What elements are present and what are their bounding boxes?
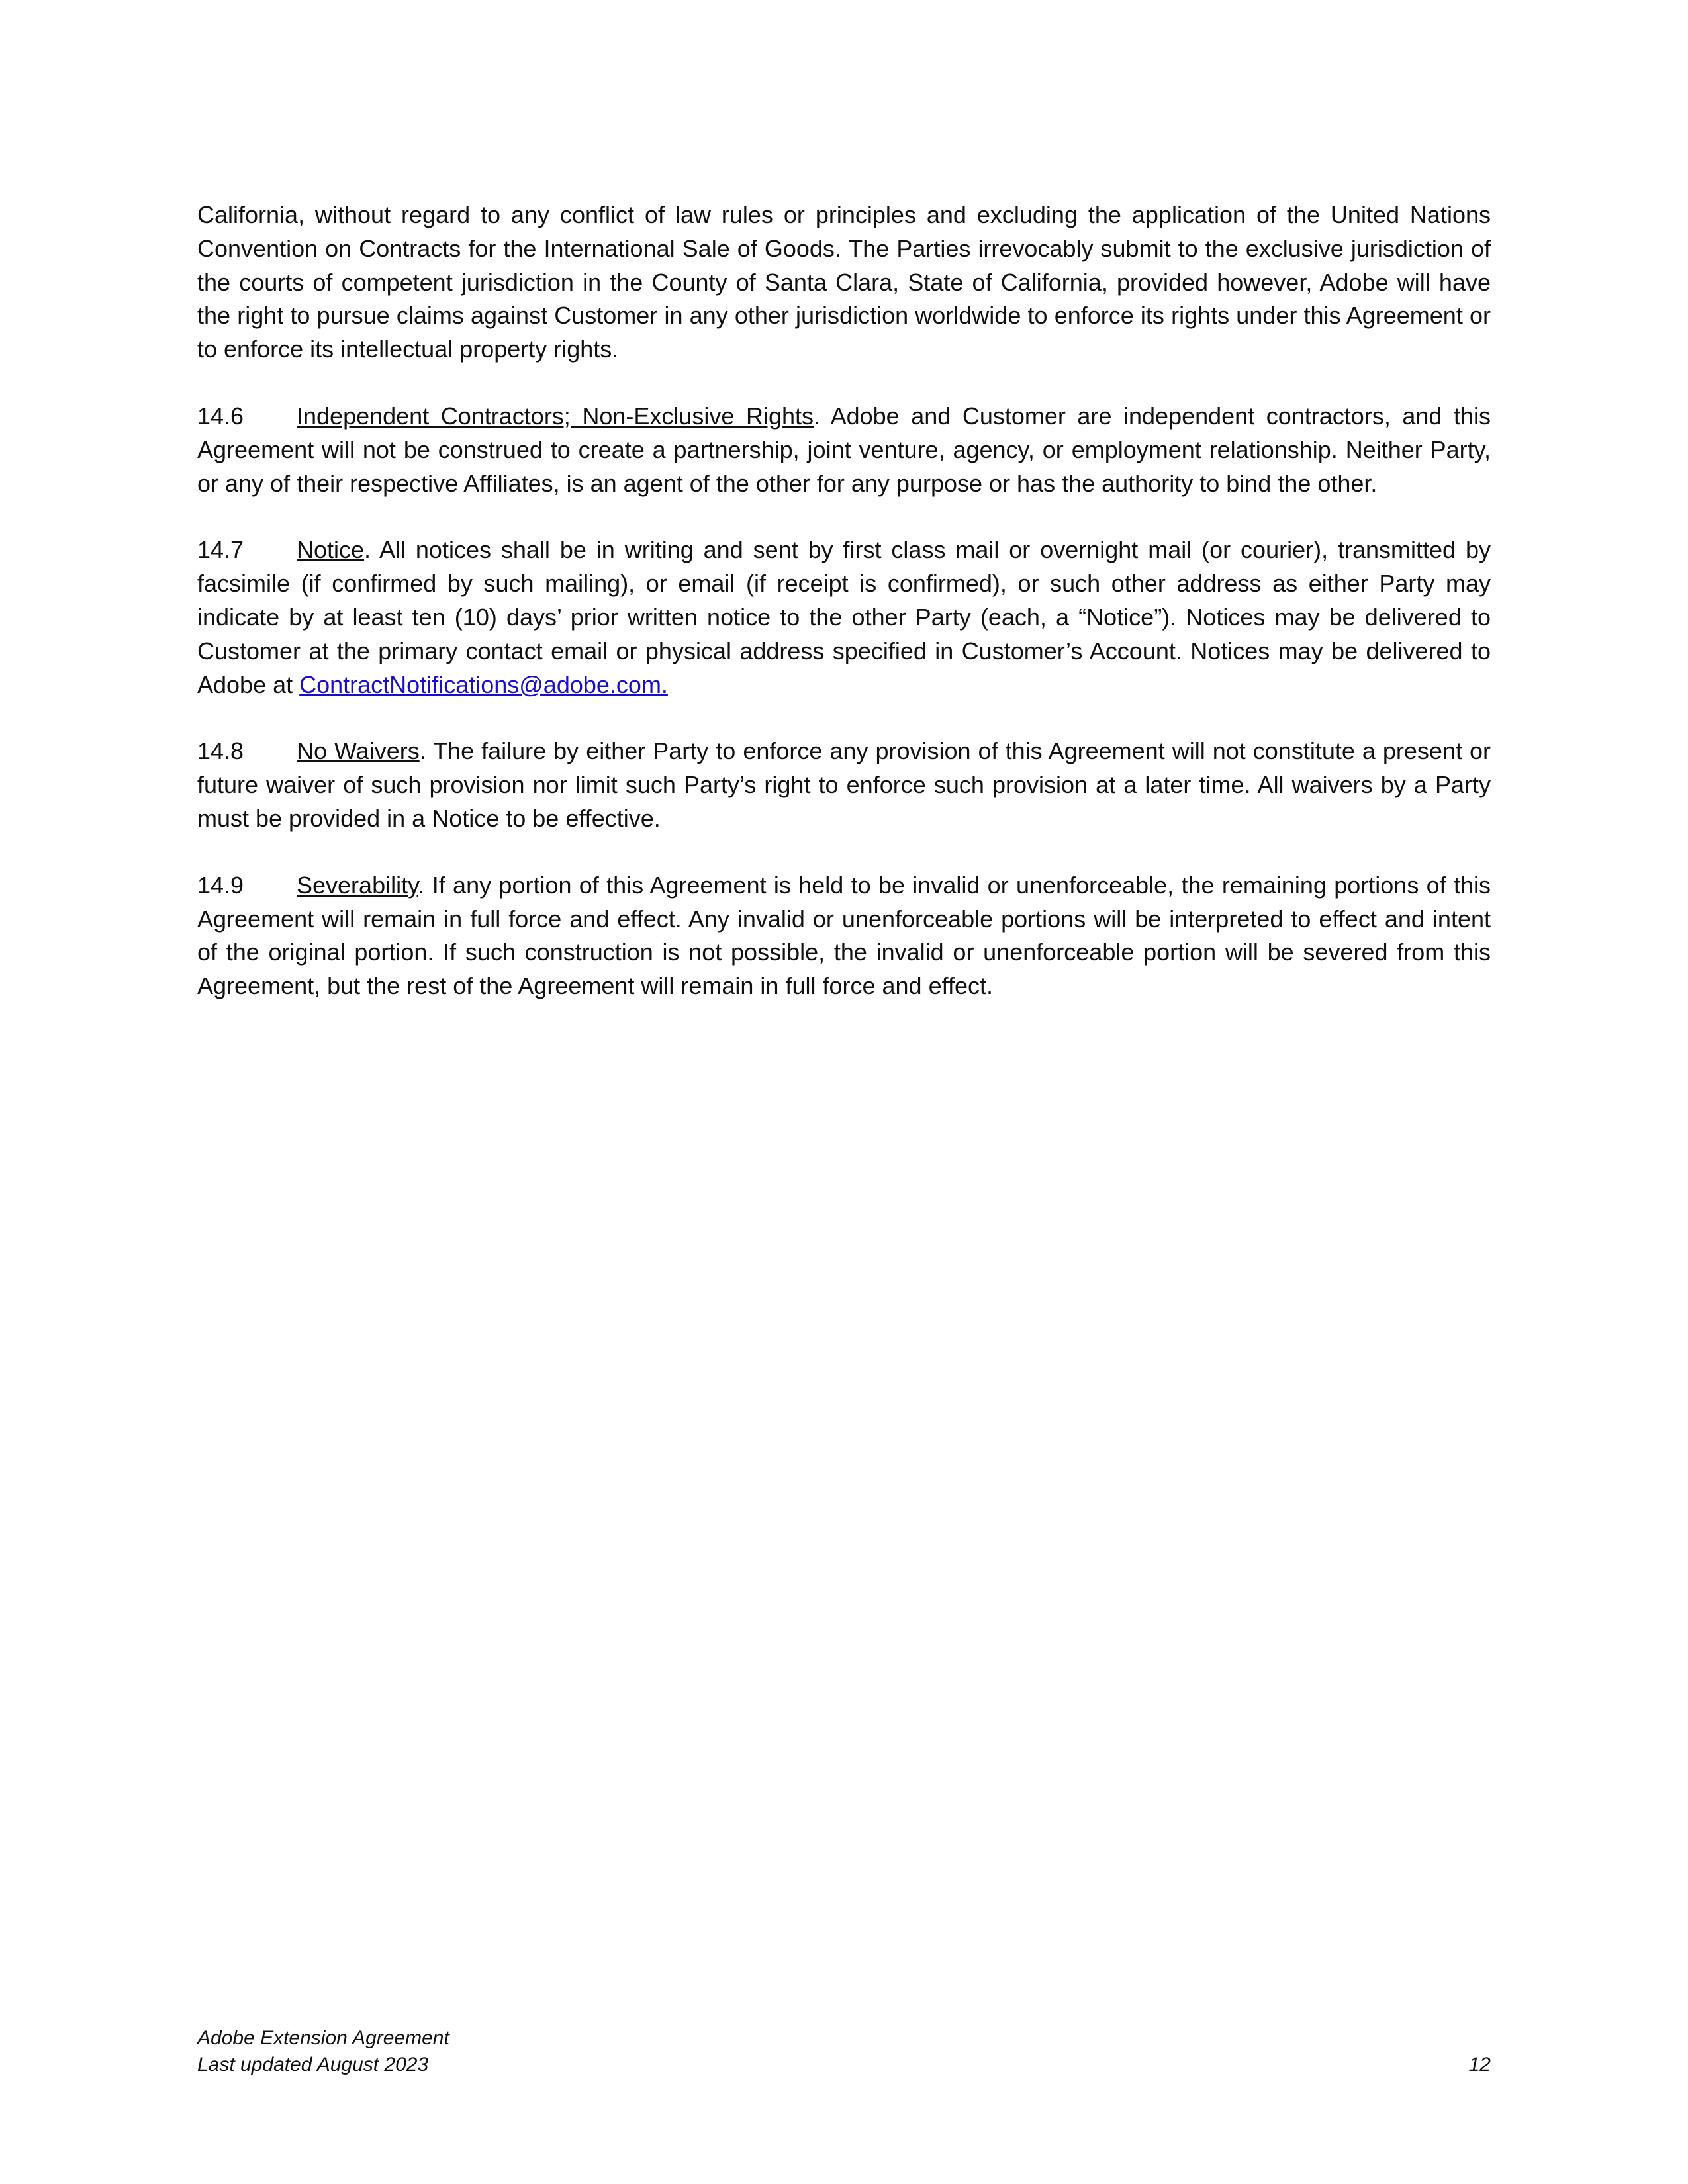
section-heading: No Waivers	[297, 737, 420, 765]
section-number: 14.6	[197, 402, 244, 430]
email-link[interactable]: ContractNotifications@adobe.com.	[299, 670, 668, 698]
section-14-9	[197, 869, 1491, 1003]
footer-document-title: Adobe Extension Agreement	[197, 2027, 449, 2049]
section-heading: Notice	[297, 536, 365, 564]
section-14-7	[197, 533, 1491, 702]
section-body: . Adobe and Customer are independent contractors, and this Agreement will not be construed to create a partnership, joint venture, agency, or employment relationship. Neither Party, or any of their respective Affiliates, is an agent of the other for any purpose or has the authority to bind the other.	[197, 402, 1491, 497]
section-14-6	[197, 400, 1491, 500]
paragraph-governing-law-continued	[197, 199, 1491, 367]
section-14-8	[197, 735, 1491, 835]
document-body	[197, 199, 1491, 1036]
section-heading: Independent Contractors; Non-Exclusive Rights	[297, 402, 814, 430]
section-heading: Severability	[297, 871, 418, 899]
section-number: 14.9	[197, 871, 244, 899]
paragraph-text: California, without regard to any conflict of law rules or principles and excluding the application of the United Nations Convention on Contracts for the International Sale of Goods. The Parties irrevocably submit to the exclusive jurisdiction of the courts of competent jurisdiction in the County of Santa Clara, State of California, provided however, Adobe will have the right to pursue claims against Customer in any other jurisdiction worldwide to enforce its rights under this Agreement or to enforce its intellectual property rights.	[197, 201, 1491, 363]
section-body: . All notices shall be in writing and sent by first class mail or overnight mail (or courier), transmitted by facsimile (if confirmed by such mailing), or email (if receipt is confirmed), or such other address as either Party may indicate by at least ten (10) days’ prior written notice to the other Party (each, a “Notice”). Notices may be delivered to Customer at the primary contact email or physical address specified in Customer’s Account. Notices may be delivered to Adobe at	[197, 536, 1491, 698]
footer-last-updated: Last updated August 2023	[197, 2054, 429, 2075]
page-footer	[197, 2025, 1491, 2078]
section-number: 14.7	[197, 536, 244, 564]
section-body: . The failure by either Party to enforce any provision of this Agreement will not constitute a present or future waiver of such provision nor limit such Party’s right to enforce such provision at a later time. All waivers by a Party must be provided in a Notice to be effective.	[197, 737, 1491, 832]
section-number: 14.8	[197, 737, 244, 765]
page-number: 12	[1468, 2054, 1491, 2075]
section-body: . If any portion of this Agreement is held to be invalid or unenforceable, the remaining portions of this Agreement will remain in full force and effect. Any invalid or unenforceable portions will be interpreted to effect and intent of the original portion. If such construction is not possible, the invalid or unenforceable portion will be severed from this Agreement, but the rest of the Agreement will remain in full force and effect.	[197, 871, 1491, 1000]
